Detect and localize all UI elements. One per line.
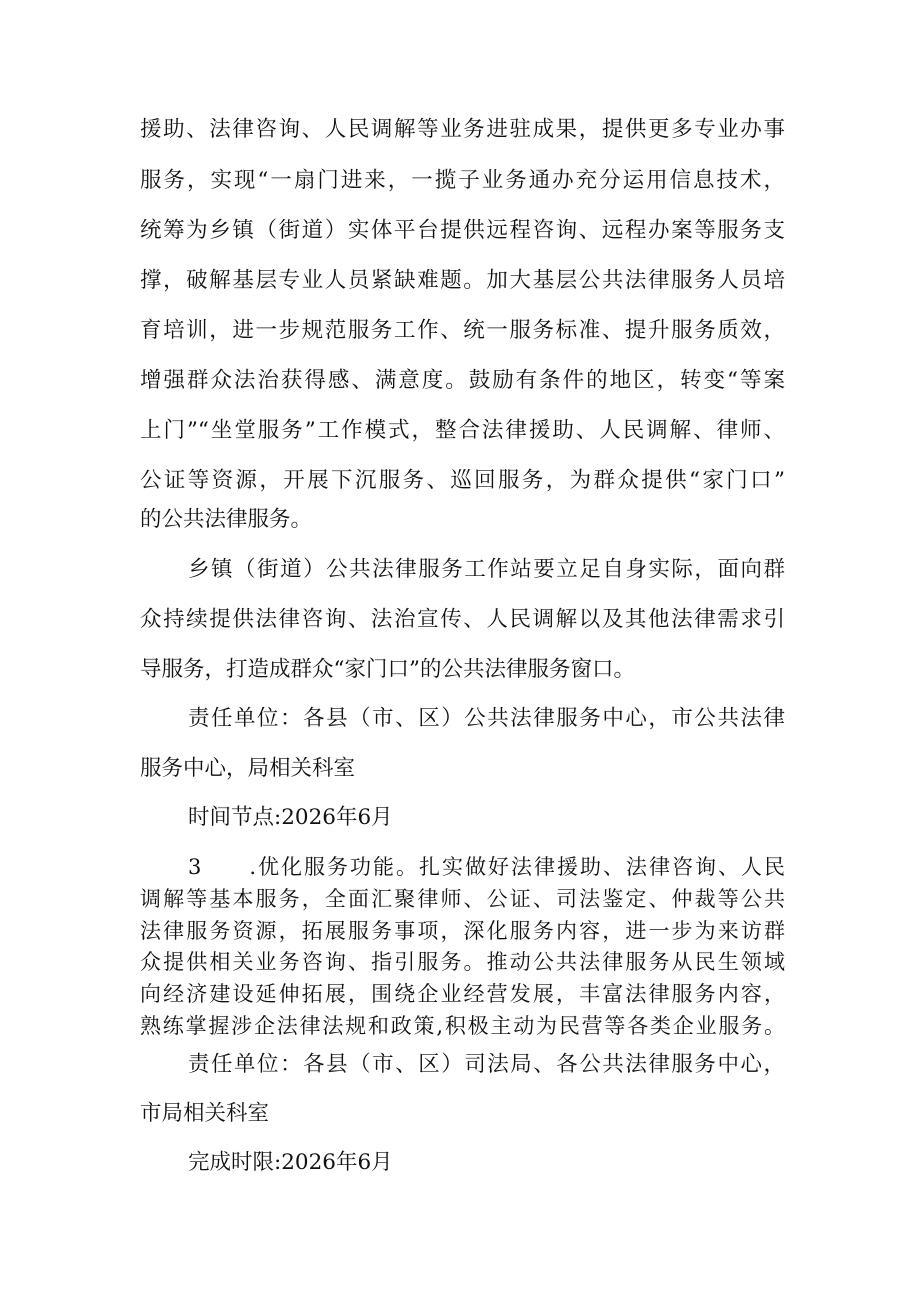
responsible-unit: 责任单位：各县（市、区）公共法律服务中心，市公共法律 bbox=[188, 706, 785, 731]
paragraph-line: 导服务，打造成群众“家门口”的公共法律服务窗口。 bbox=[140, 657, 635, 682]
paragraph-line: 众持续提供法律咨询、法治宣传、人民调解以及其他法律需求引 bbox=[140, 607, 785, 632]
paragraph-line: 统筹为乡镇（街道）实体平台提供远程咨询、远程办案等服务支 bbox=[140, 218, 785, 243]
paragraph-line: 公证等资源，开展下沉服务、巡回服务，为群众提供“家门口” bbox=[140, 468, 785, 493]
paragraph-line: 服务，实现“一扇门进来，一揽子业务通办充分运用信息技术， bbox=[140, 168, 785, 193]
paragraph-line: 的公共法律服务。 bbox=[140, 507, 313, 532]
time-node: 时间节点:2026年6月 bbox=[188, 805, 393, 830]
responsible-unit: 市局相关科室 bbox=[140, 1101, 270, 1126]
paragraph-line: 熟练掌握涉企法律法规和政策,积极主动为民营等各类企业服务。 bbox=[140, 1014, 785, 1038]
paragraph-line: 3 .优化服务功能。扎实做好法律援助、法律咨询、人民 bbox=[188, 855, 785, 879]
paragraph-line: 育培训，进一步规范服务工作、统一服务标准、提升服务质效， bbox=[140, 318, 785, 343]
completion-deadline: 完成时限:2026年6月 bbox=[188, 1150, 393, 1175]
paragraph-line: 众提供相关业务咨询、指引服务。推动公共法律服务从民生领域 bbox=[140, 950, 785, 974]
paragraph-line: 法律服务资源，拓展服务事项，深化服务内容，进一步为来访群 bbox=[140, 919, 785, 943]
paragraph-line: 乡镇（街道）公共法律服务工作站要立足自身实际，面向群 bbox=[188, 557, 785, 582]
responsible-unit: 责任单位：各县（市、区）司法局、各公共法律服务中心， bbox=[188, 1052, 785, 1077]
paragraph-line: 调解等基本服务，全面汇聚律师、公证、司法鉴定、仲裁等公共 bbox=[140, 887, 785, 911]
paragraph-line: 撑，破解基层专业人员紧缺难题。加大基层公共法律服务人员培 bbox=[140, 268, 785, 293]
paragraph-line: 向经济建设延伸拓展，围绕企业经营发展，丰富法律服务内容， bbox=[140, 982, 785, 1006]
responsible-unit: 服务中心，局相关科室 bbox=[140, 756, 356, 781]
paragraph-line: 上门”“坐堂服务”工作模式，整合法律援助、人民调解、律师、 bbox=[140, 418, 785, 443]
paragraph-line: 增强群众法治获得感、满意度。鼓励有条件的地区，转变“等案 bbox=[140, 368, 785, 393]
paragraph-line: 援助、法律咨询、人民调解等业务进驻成果，提供更多专业办事 bbox=[140, 117, 785, 142]
